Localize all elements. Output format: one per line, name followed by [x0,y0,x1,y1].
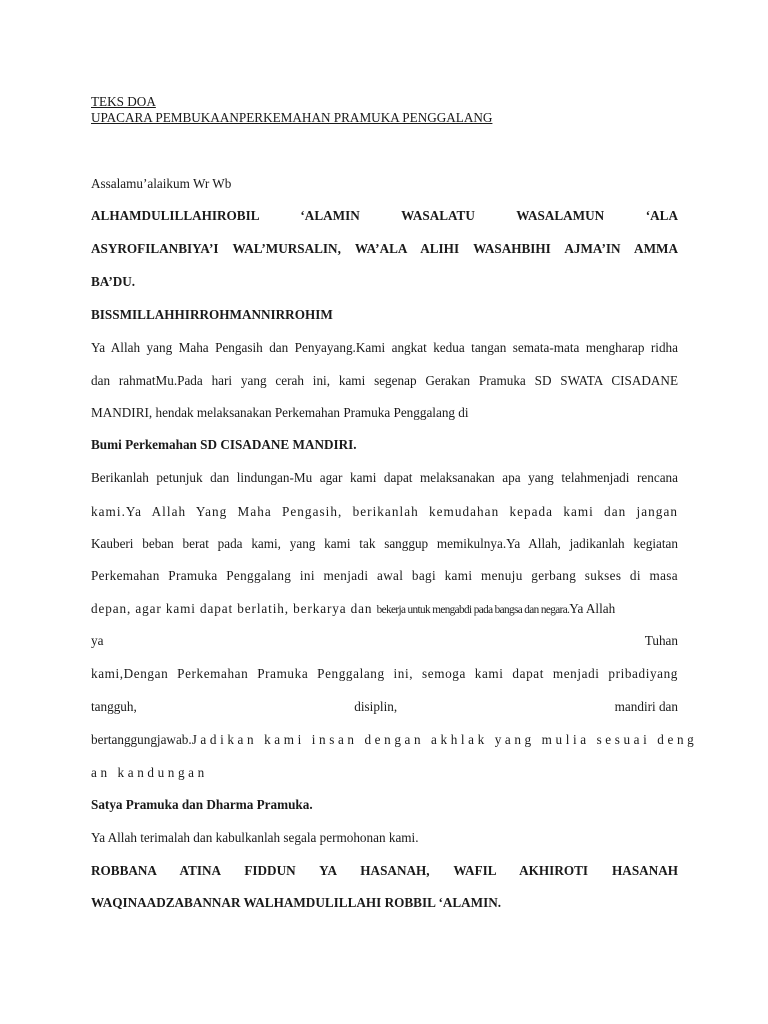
prayer-line-9a: ya [91,633,104,648]
opening-line-3: BA’DU. [91,274,136,289]
prayer-line-5: kami.Ya Allah Yang Maha Pengasih, berikanlah kemudahan kepada kami dan jangan [91,504,678,519]
prayer-line-11 [91,698,678,715]
title-line-2: UPACARA PEMBUKAANPERKEMAHAN PRAMUKA PENGGALANG [91,110,493,125]
closing-line-2: WAQINAADZABANNAR WALHAMDULILLAHI ROBBIL ‘ALAMIN. [91,895,502,910]
opening-line-2: ASYROFILANBIYA’I WAL’MURSALIN, WA’ALA ALIHI WASAHBIHI AJMA’IN AMMA [91,241,678,256]
prayer-line-8c: Ya Allah [569,601,616,616]
prayer-line-4: Berikanlah petunjuk dan lindungan-Mu agar kami dapat melaksanakan apa yang telahmenjadi rencana [91,470,678,485]
campsite-name: Bumi Perkemahan SD CISADANE MANDIRI. [91,437,357,452]
closing-prayer: Ya Allah terimalah dan kabulkanlah segala permohonan kami. [91,830,419,845]
prayer-line-7: Perkemahan Pramuka Penggalang ini menjadi awal bagi kami menuju gerbang sukses di masa [91,568,678,583]
prayer-line-6: Kauberi beban berat pada kami, yang kami tak sanggup memikulnya.Ya Allah, jadikanlah kegiatan [91,536,678,551]
prayer-line-2: dan rahmatMu.Pada hari yang cerah ini, kami segenap Gerakan Pramuka SD SWATA CISADANE [91,373,678,388]
prayer-line-12 [91,731,698,748]
closing-line-1: ROBBANA ATINA FIDDUN YA HASANAH, WAFIL AKHIROTI HASANAH [91,863,678,878]
prayer-line-11b: disiplin, [354,699,398,714]
opening-line-1: ALHAMDULILLAHIROBIL ‘ALAMIN WASALATU WASALAMUN ‘ALA [91,208,678,223]
basmalah: BISSMILLAHHIRROHMANNIRROHIM [91,307,333,322]
title-line-1: TEKS DOA [91,94,156,109]
prayer-line-8b: bekerja untuk mengabdi pada bangsa dan negara. [376,604,570,616]
prayer-line-11a: tangguh, [91,699,137,714]
prayer-line-12a: bertanggungjawab. [91,732,192,747]
prayer-line-1: Ya Allah yang Maha Pengasih dan Penyayang.Kami angkat kedua tangan semata-mata mengharap ridha [91,340,678,355]
scout-oath: Satya Pramuka dan Dharma Pramuka. [91,797,313,812]
prayer-line-8a: depan, agar kami dapat berlatih, berkarya dan [91,601,377,616]
prayer-line-9b: Tuhan [644,633,678,648]
prayer-line-10: kami,Dengan Perkemahan Pramuka Penggalang ini, semoga kami dapat menjadi pribadiyang [91,666,678,681]
prayer-line-8 [91,600,678,619]
prayer-line-13: an kandungan [91,765,208,780]
prayer-line-9 [91,632,678,649]
greeting: Assalamu’alaikum Wr Wb [91,176,232,191]
prayer-line-11c: mandiri dan [614,699,678,714]
prayer-line-3: MANDIRI, hendak melaksanakan Perkemahan Pramuka Penggalang di [91,405,469,420]
prayer-line-12b: Jadikan kami insan dengan akhlak yang mulia sesuai deng [191,732,698,747]
